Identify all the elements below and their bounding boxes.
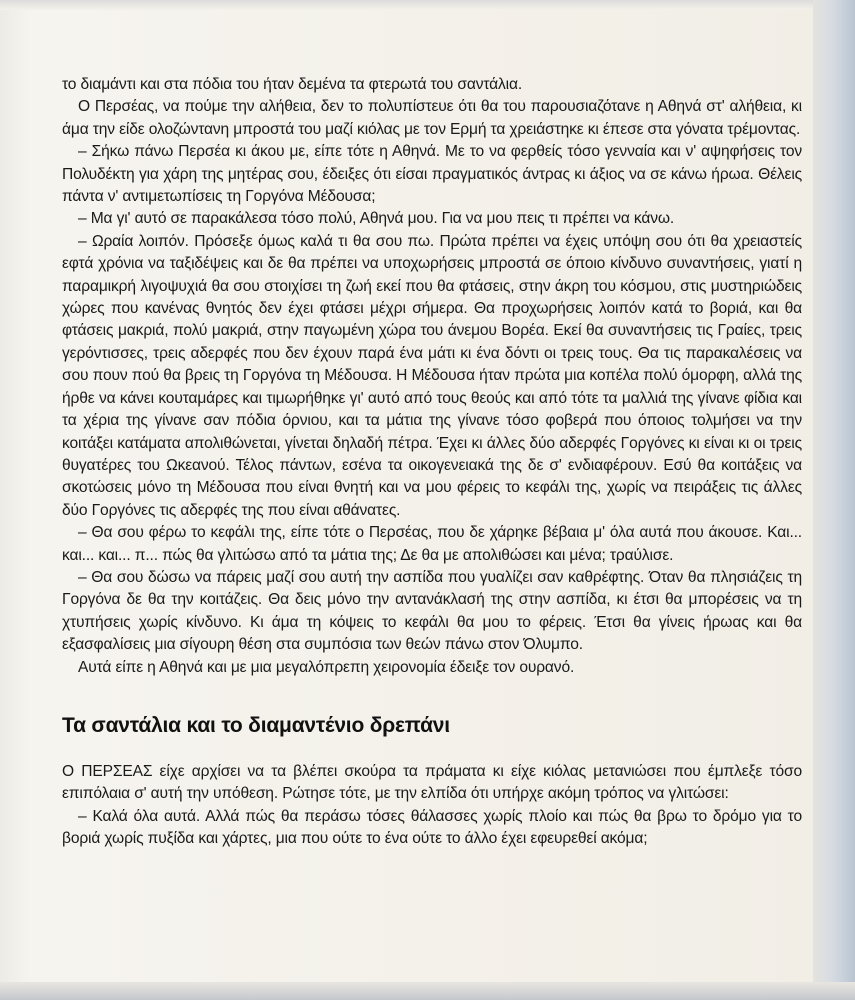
page-right-edge bbox=[813, 0, 855, 1000]
section-title: Τα σαντάλια και το διαμαντένιο δρεπάνι bbox=[62, 713, 450, 737]
paragraph: – Ωραία λοιπόν. Πρόσεξε όμως καλά τι θα σου πω. Πρώτα πρέπει να έχεις υπόψη σου ότι θα χρειαστείς εφτά χρόνια να ταξιδέψεις και δε θα πρέπει να υποχωρήσεις μπροστά σε όποιο κίνδυνο συναντήσεις, γιατί η παραμικρή λιγοψυχιά θα σου στοιχίσει τη ζωή εκεί που θα φτάσεις, στην άκρη του κόσμου, στις μυστηριώδεις χώρες που κανένας θνητός δεν έχει φτάσει μέχρι σήμερα. Θα προχωρήσεις λοιπόν κατά το βοριά, και θα φτάσεις μακριά, πολύ μακριά, στην παγωμένη χώρα του άνεμου Βορέα. Εκεί θα συναντήσεις τις Γραίες, τρεις γερόντισσες, τρεις αδερφές που δεν έχουν παρά ένα μάτι κι ένα δόντι οι τρεις τους. Θα τις παρακαλέσεις να σου πουν πού θα βρεις τη Γοργόνα τη Μέδουσα. Η Μέδουσα ήταν πρώτα μια κοπέλα πολύ όμορφη, αλλά της ήρθε να κάνει κουταμάρες και τιμωρήθηκε γι' αυτό από τους θεούς και από τότε τα μαλλιά της γίνανε φίδια και τα χέρια της γίνανε σαν πόδια όρνιου, και τα μάτια της γίνανε τόσο φοβερά που όποιος τολμήσει να την κοιτάξει κατάματα απολιθώνεται, γίνεται δηλαδή πέτρα. Έχει κι άλλες δύο αδερφές Γοργόνες κι είναι κι οι τρεις θυγατέρες του Ωκεανού. Τέλος πάντων, εσένα τα οικογενειακά της δε σ' ενδιαφέρουν. Εσύ θα κοιτάξεις να σκοτώσεις μόνο τη Μέδουσα που είναι θνητή και να μου φέρεις το κεφάλι της, χωρίς να πειράξεις τις άλλες δύο Γοργόνες τις αδερφές της που είναι αθάνατες. bbox=[62, 232, 802, 519]
page-bottom-edge bbox=[0, 982, 855, 1000]
story-text-bottom bbox=[62, 761, 802, 851]
paragraph: – Θα σου δώσω να πάρεις μαζί σου αυτή την ασπίδα που γυαλίζει σαν καθρέφτης. Όταν θα πλησιάζεις τη Γοργόνα δε θα την κοιτάζεις. Θα δεις μόνο την αντανάκλασή της στην ασπίδα, κι έτσι θα μπορέσεις να τη χτυπήσεις χωρίς κίνδυνο. Κι άμα τη κόψεις το κεφάλι θα μου το φέρεις. Έτσι θα γίνεις ήρωας και θα εξασφαλίσεις μια σίγουρη θέση στα συμπόσια των θεών πάνω στον Όλυμπο. bbox=[62, 568, 802, 654]
paragraph: – Θα σου φέρω το κεφάλι της, είπε τότε ο Περσέας, που δε χάρηκε βέβαια μ' όλα αυτά που άκουσε. Και... και... και... π... πώς θα γλιτώσω από τα μάτια της; Δε θα με απολιθώσει και μένα; τραύλισε. bbox=[62, 524, 802, 564]
paragraph: – Καλά όλα αυτά. Αλλά πώς θα περάσω τόσες θάλασσες χωρίς πλοίο και πώς θα βρω το δρόμο για το βοριά χωρίς πυξίδα και χάρτες, μια που ούτε το ένα ούτε το άλλο έχει εφευρεθεί ακόμα; bbox=[62, 807, 802, 848]
story-text-top bbox=[62, 74, 802, 679]
paragraph: Ο Περσέας, να πούμε την αλήθεια, δεν το πολυπίστευε ότι θα του παρουσιαζότανε η Αθηνά στ' αλήθεια, κι άμα την είδε ολοζώντανη μπροστά του μαζί κιόλας με τον Ερμή τα χρειάστηκε κι έπεσε στα γόνατα τρέμοντας. bbox=[62, 98, 802, 138]
paragraph: Ο ΠΕΡΣΕΑΣ είχε αρχίσει να τα βλέπει σκούρα τα πράματα κι είχε κιόλας μετανιώσει που έμπλεξε τόσο επιπόλαια σ' αυτή την υπόθεση. Ρώτησε τότε, με την ελπίδα ότι υπήρχε ακόμη τρόπος να γλιτώσει: bbox=[62, 762, 802, 803]
paragraph: Αυτά είπε η Αθηνά και με μια μεγαλόπρεπη χειρονομία έδειξε τον ουρανό. bbox=[78, 658, 575, 676]
paragraph: το διαμάντι και στα πόδια του ήταν δεμένα τα φτερωτά του σαντάλια. bbox=[62, 76, 523, 93]
book-page-text bbox=[62, 74, 802, 851]
page-top-edge bbox=[0, 0, 855, 10]
paragraph: – Σήκω πάνω Περσέα κι άκου με, είπε τότε η Αθηνά. Με το να φερθείς τόσο γενναία και ν' αψηφήσεις τον Πολυδέκτη για χάρη της μητέρας σου, έδειξες ότι είσαι πραγματικός άντρας κι άξιος να σε κάνω ήρωα. Θέλεις πάντα ν' αντιμετωπίσεις τη Γοργόνα Μέδουσα; bbox=[62, 143, 802, 206]
paragraph: – Μα γι' αυτό σε παρακάλεσα τόσο πολύ, Αθηνά μου. Για να μου πεις τι πρέπει να κάνω. bbox=[78, 210, 675, 228]
